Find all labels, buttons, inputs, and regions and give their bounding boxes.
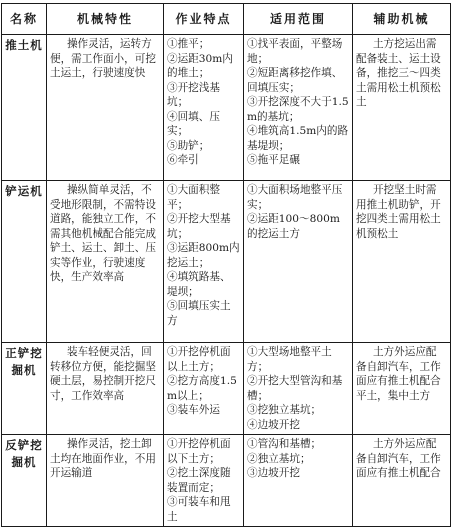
work-item: ④回填、压实； <box>167 110 220 137</box>
scope-item: ④边坡开挖 <box>247 418 300 431</box>
scope-item: ⑤拖平足碾 <box>247 154 300 166</box>
scope-item: ②开挖大型管沟和基槽； <box>247 375 343 402</box>
work-features <box>164 181 244 343</box>
header-features: 机械特性 <box>47 4 164 35</box>
scope-of-use <box>244 343 353 435</box>
scope-item: ②独立基坑； <box>247 452 311 465</box>
machine-features: 操作灵活，运转方便，需工作面小，可挖土运土，行驶速度快 <box>47 35 164 181</box>
scope-item: ③开挖深度不大于1.5m的基坑； <box>247 96 349 123</box>
scope-item: ①大面积场地整平压实； <box>247 184 343 211</box>
table-row <box>2 181 451 343</box>
work-item: ④填筑路基、堤坝； <box>167 271 231 298</box>
machine-name: 铲运机 <box>2 181 47 343</box>
machine-features: 操纵简单灵活，不受地形限制，不需特设道路，能独立工作，不需其他机械配合能完成铲土、运土、卸土、压实等作业，行驶速度快，生产效率高 <box>47 181 164 343</box>
work-item: ⑥牵引 <box>167 154 199 166</box>
scope-item: ④堆筑高1.5m内的路基堤坝； <box>247 125 349 152</box>
work-item: ⑤助铲； <box>167 139 210 152</box>
scope-item: ②短距离移挖作填、回填压实； <box>247 67 343 94</box>
earthwork-machinery-table <box>1 3 451 527</box>
work-item: ③可装车和甩土 <box>167 496 231 523</box>
work-features <box>164 435 244 527</box>
header-aux: 辅助机械 <box>353 4 451 35</box>
work-item: ③装车外运 <box>167 404 220 416</box>
machine-features: 操作灵活，挖土卸土均在地面作业，不用开运输道 <box>47 435 164 527</box>
work-item: ③运距800m内挖运土； <box>167 242 240 269</box>
work-item: ①大面积整平； <box>167 184 220 211</box>
work-item: ②开挖大型基坑； <box>167 213 231 240</box>
machine-name: 正铲挖掘机 <box>2 343 47 435</box>
scope-item: ③挖独立基坑； <box>247 404 322 416</box>
machine-name: 推土机 <box>2 35 47 181</box>
scope-item: ②运距100～800m的挖运土方 <box>247 213 340 240</box>
work-item: ⑤回填压实土方 <box>167 300 231 327</box>
scope-item: ①管沟和基槽； <box>247 438 322 450</box>
table-row <box>2 435 451 527</box>
work-item: ①开挖停机面以上土方； <box>167 346 231 373</box>
auxiliary-machinery: 土方挖运出需配备装土、运土设备，推挖三～四类土需用松土机预松土 <box>353 35 451 181</box>
auxiliary-machinery: 土方外运应配备自卸汽车，工作面应有推土机配合平土，集中土方 <box>353 343 451 435</box>
work-item: ③开挖浅基坑； <box>167 81 220 108</box>
machine-features: 装车轻便灵活，回转移位方便，能挖掘坚硬土层，易控制开挖尺寸，工作效率高 <box>47 343 164 435</box>
header-scope: 适用范围 <box>244 4 353 35</box>
work-item: ①推平； <box>167 38 210 50</box>
scope-item: ①找平表面，平整场地； <box>247 38 343 65</box>
table-row <box>2 343 451 435</box>
work-item: ②挖方高度1.5m以上； <box>167 375 237 402</box>
auxiliary-machinery: 土方外运应配备自卸汽车，工作面应有推土机配合 <box>353 435 451 527</box>
machine-name: 反铲挖掘机 <box>2 435 47 527</box>
work-features <box>164 35 244 181</box>
scope-item: ③边坡开挖 <box>247 467 300 479</box>
header-work: 作业特点 <box>164 4 244 35</box>
scope-of-use <box>244 181 353 343</box>
table-header-row <box>2 4 451 35</box>
auxiliary-machinery: 开挖坚土时需用推土机助铲，开挖四类土需用松土机预松土 <box>353 181 451 343</box>
scope-of-use <box>244 435 353 527</box>
work-item: ②挖土深度随装置而定； <box>167 467 231 494</box>
scope-item: ①大型场地整平土方； <box>247 346 332 373</box>
work-item: ①开挖停机面以下土方； <box>167 438 231 465</box>
work-features <box>164 343 244 435</box>
work-item: ②运距30m内的堆土； <box>167 52 233 79</box>
table-row <box>2 35 451 181</box>
header-name: 名称 <box>2 4 47 35</box>
scope-of-use <box>244 35 353 181</box>
